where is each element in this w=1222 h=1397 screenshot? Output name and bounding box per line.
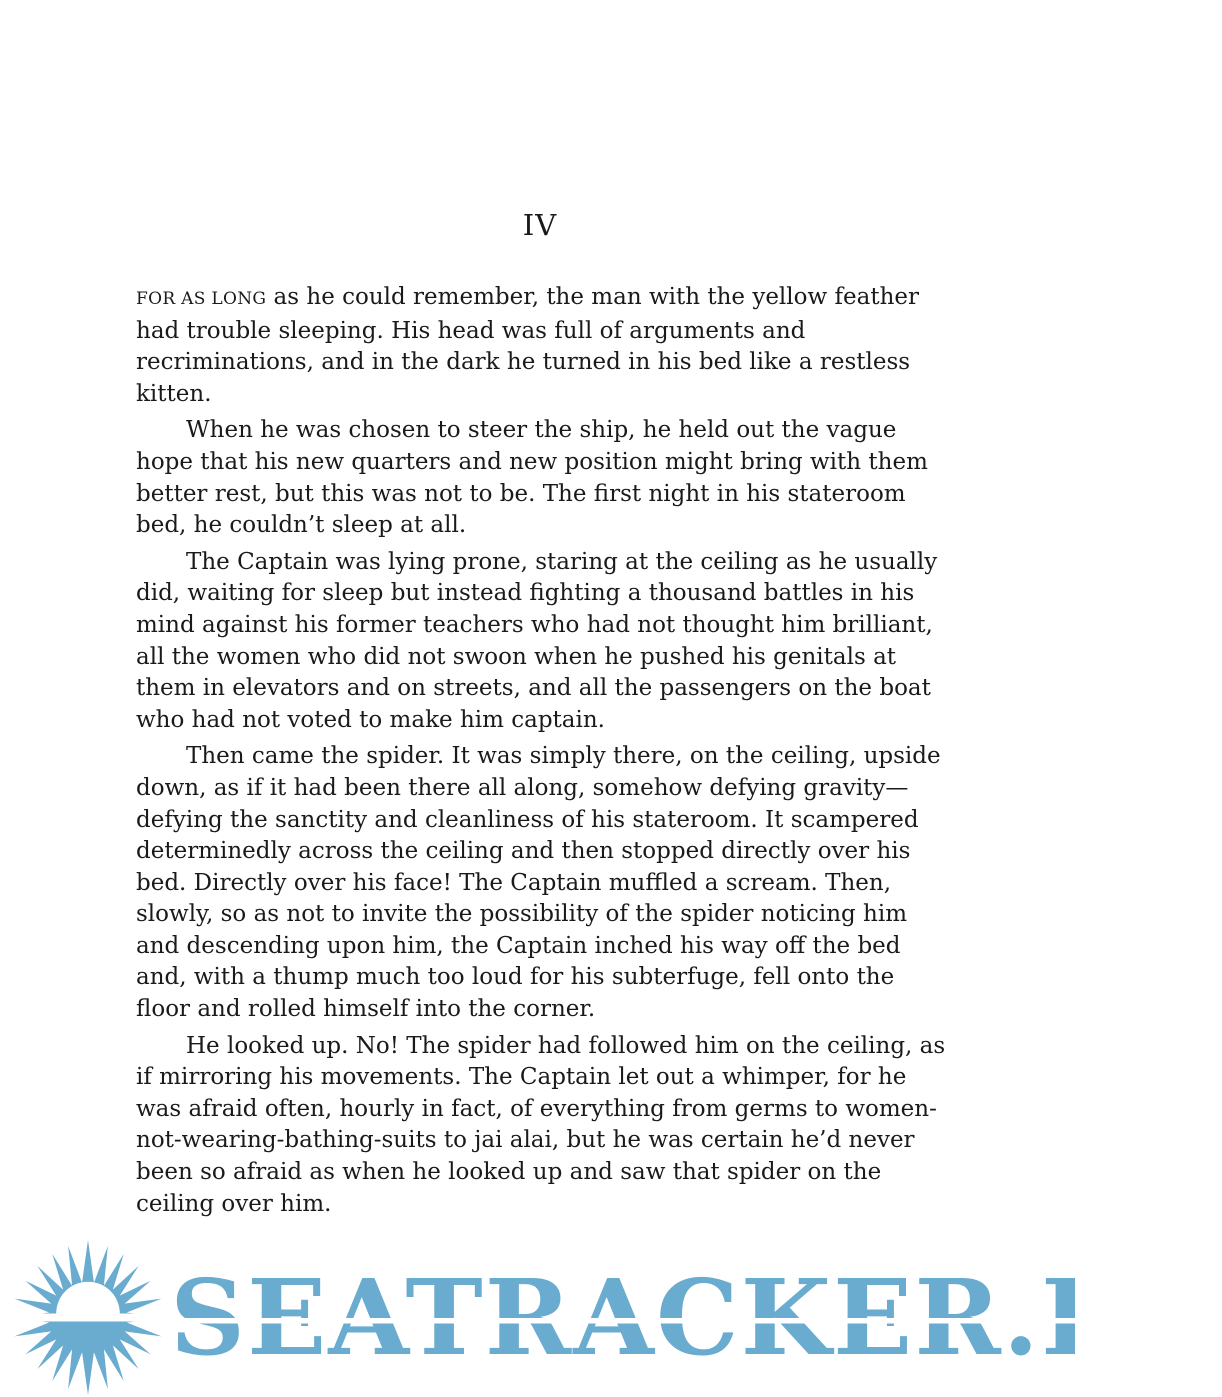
chapter-body: [136, 282, 946, 1225]
paragraph-3: The Captain was lying prone, staring at the ceiling as he usually did, waiting for sleep but instead fighting a thousand battles in his mind against his former teachers who had not thought him brilliant, all the women who did not swoon when he pushed his genitals at them in elevators and on streets, and all the passengers on the boat who had not voted to make him captain.: [136, 548, 938, 733]
paragraph-4: Then came the spider. It was simply there, on the ceiling, upside down, as if it had been there all along, somehow defying gravity—defying the sanctity and cleanliness of his stateroom. It scampered determinedly across the ceiling and then stopped directly over his bed. Directly over his face! The Captain muffled a scream. Then, slowly, so as not to invite the possibility of the spider noticing him and descending upon him, the Captain inched his way off the bed and, with a thump much too loud for his subterfuge, fell onto the floor and rolled himself into the corner.: [136, 743, 941, 1023]
watermark-text: SEATRACKER.RU: [170, 1252, 1075, 1384]
paragraph-2: When he was chosen to steer the ship, he held out the vague hope that his new quarters and new position might bring with them better rest, but this was not to be. The first night in his stateroom bed, he couldn’t sleep at all.: [136, 417, 928, 539]
paragraph-5: He looked up. No! The spider had followed him on the ceiling, as if mirroring his movements. The Captain let out a whimper, for he was afraid often, hourly in fact, of everything from germs to women-not-wearing-bathing-suits to jai alai, but he was certain he’d never been so afraid as when he looked up and saw that spider on the ceiling over him.: [136, 1032, 946, 1217]
sun-icon: [8, 1238, 168, 1397]
paragraph-1: [136, 282, 946, 410]
chapter-heading: IV: [522, 208, 558, 242]
watermark: [0, 1238, 1222, 1397]
opening-small-caps: FOR AS LONG: [136, 289, 267, 309]
paragraph-1-text: as he could remember, the man with the yellow feather had trouble sleeping. His head was full of arguments and recriminations, and in the dark he turned in his bed like a restless kitten.: [136, 284, 919, 407]
